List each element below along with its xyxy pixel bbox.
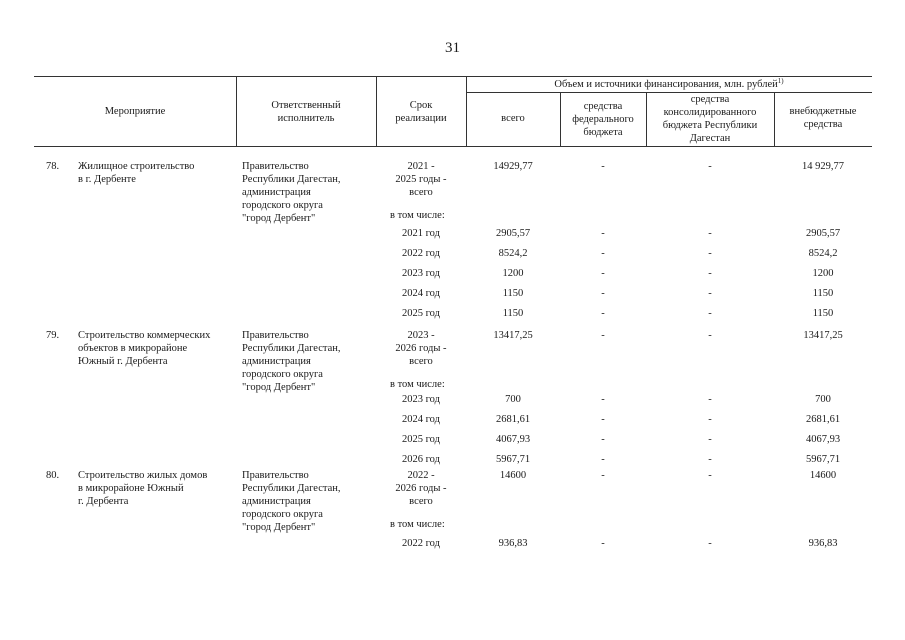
year-label: 2022 год (402, 248, 440, 259)
year-federal: - (601, 434, 605, 445)
year-label: 2021 год (402, 228, 440, 239)
entry-federal: - (601, 161, 605, 172)
entry-regional: - (708, 330, 712, 341)
year-total: 2681,61 (495, 414, 531, 425)
including-label: в том числе: (390, 210, 445, 221)
entry-federal: - (601, 470, 605, 481)
year-offbudget: 1150 (812, 288, 834, 299)
year-regional: - (708, 248, 712, 259)
year-total: 1150 (502, 308, 524, 319)
year-federal: - (601, 308, 605, 319)
year-label: 2025 год (402, 434, 440, 445)
year-offbudget: 936,83 (808, 538, 838, 549)
year-regional: - (708, 268, 712, 279)
year-total: 5967,71 (495, 454, 531, 465)
year-regional: - (708, 454, 712, 465)
year-offbudget: 700 (815, 394, 831, 405)
year-regional: - (708, 538, 712, 549)
year-total: 2905,57 (495, 228, 531, 239)
year-regional: - (708, 308, 712, 319)
year-regional: - (708, 434, 712, 445)
page-number: 31 (445, 40, 460, 56)
entry-executor: Правительство Республики Дагестан, администрация городского округа "город Дербент" (242, 161, 341, 224)
entry-number: 78. (46, 161, 60, 172)
header-bottom-rule (34, 146, 872, 147)
year-federal: - (601, 228, 605, 239)
entry-name: Жилищное строительство в г. Дербенте (78, 161, 195, 185)
entry-period: 2021 - 2025 годы - всего (395, 161, 447, 198)
entry-total: 14600 (499, 470, 527, 481)
year-label: 2024 год (402, 414, 440, 425)
entry-regional: - (708, 161, 712, 172)
year-label: 2025 год (402, 308, 440, 319)
year-federal: - (601, 538, 605, 549)
entry-executor: Правительство Республики Дагестан, администрация городского округа "город Дербент" (242, 470, 341, 533)
table-top-rule (34, 76, 872, 77)
entry-name: Строительство жилых домов в микрорайоне Южный г. Дербента (78, 470, 208, 507)
entry-total: 14929,77 (493, 161, 533, 172)
year-label: 2026 год (402, 454, 440, 465)
header-total: всего (501, 113, 525, 124)
year-offbudget: 1200 (812, 268, 834, 279)
header-federal: средства федерального бюджета (572, 101, 634, 138)
year-federal: - (601, 288, 605, 299)
entry-number: 79. (46, 330, 60, 341)
year-regional: - (708, 228, 712, 239)
year-total: 700 (505, 394, 521, 405)
entry-regional: - (708, 470, 712, 481)
entry-period: 2022 - 2026 годы - всего (395, 470, 447, 507)
year-total: 4067,93 (495, 434, 531, 445)
year-offbudget: 2905,57 (805, 228, 841, 239)
header-regional: средства консолидированного бюджета Республики Дагестан (662, 94, 758, 144)
year-regional: - (708, 414, 712, 425)
year-regional: - (708, 394, 712, 405)
year-federal: - (601, 268, 605, 279)
year-total: 8524,2 (498, 248, 528, 259)
including-label: в том числе: (390, 379, 445, 390)
entry-federal: - (601, 330, 605, 341)
header-event: Мероприятие (104, 106, 166, 117)
year-offbudget: 2681,61 (805, 414, 841, 425)
year-label: 2023 год (402, 394, 440, 405)
entry-offbudget: 13417,25 (803, 330, 843, 341)
year-federal: - (601, 414, 605, 425)
header-responsible: Ответственный исполнитель (271, 100, 341, 124)
entry-period: 2023 - 2026 годы - всего (395, 330, 447, 367)
year-regional: - (708, 288, 712, 299)
year-total: 1200 (502, 268, 524, 279)
year-federal: - (601, 248, 605, 259)
year-label: 2023 год (402, 268, 440, 279)
entry-name: Строительство коммерческих объектов в микрорайоне Южный г. Дербента (78, 330, 211, 367)
header-funding-title: Объем и источники финансирования, млн. рублей$^{1)}$ (554, 77, 784, 90)
entry-executor: Правительство Республики Дагестан, администрация городского округа "город Дербент" (242, 330, 341, 393)
header-offbudget: внебюджетные средства (789, 106, 857, 130)
entry-total: 13417,25 (493, 330, 533, 341)
entry-offbudget: 14 929,77 (802, 161, 844, 172)
year-offbudget: 4067,93 (805, 434, 841, 445)
year-offbudget: 5967,71 (805, 454, 841, 465)
year-total: 1150 (502, 288, 524, 299)
year-label: 2022 год (402, 538, 440, 549)
year-offbudget: 8524,2 (808, 248, 838, 259)
year-total: 936,83 (498, 538, 528, 549)
footnote-mark: 1) (777, 77, 784, 85)
entry-number: 80. (46, 470, 60, 481)
year-federal: - (601, 394, 605, 405)
header-term: Срок реализации (395, 100, 447, 124)
including-label: в том числе: (390, 519, 445, 530)
year-federal: - (601, 454, 605, 465)
year-label: 2024 год (402, 288, 440, 299)
year-offbudget: 1150 (812, 308, 834, 319)
entry-offbudget: 14600 (809, 470, 837, 481)
